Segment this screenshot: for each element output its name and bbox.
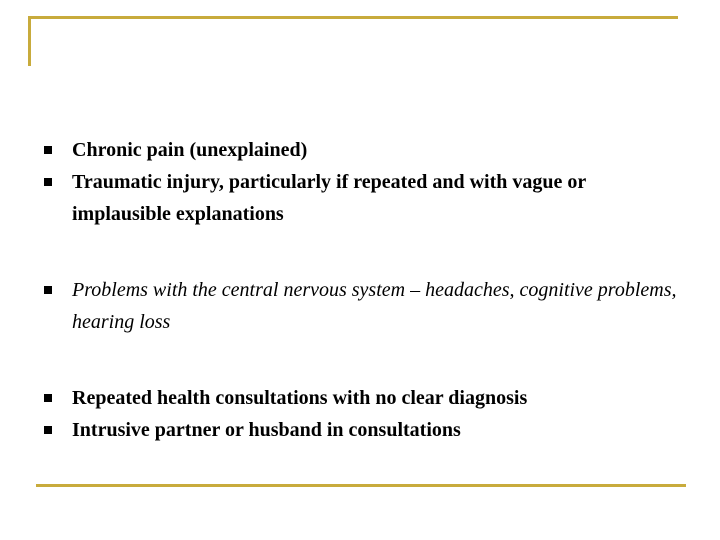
bullet-text: Traumatic injury, particularly if repeated and with vague or implausible explanations — [72, 171, 586, 225]
square-bullet-icon — [44, 394, 52, 402]
bullet-text: Problems with the central nervous system – headaches, cognitive problems, hearing loss — [72, 279, 677, 333]
bullet-item-chronic-pain — [40, 134, 680, 166]
bullet-text: Repeated health consultations with no clear diagnosis — [72, 387, 528, 409]
bullet-item-repeated-consultations — [40, 382, 680, 414]
square-bullet-icon — [44, 426, 52, 434]
top-accent-rule — [28, 16, 678, 19]
left-accent-rule — [28, 16, 31, 66]
bullet-text: Intrusive partner or husband in consultations — [72, 419, 461, 441]
square-bullet-icon — [44, 178, 52, 186]
bullet-item-intrusive-partner — [40, 414, 680, 446]
bullet-item-cns-problems — [40, 274, 680, 338]
bullet-list — [40, 134, 680, 446]
bottom-accent-rule — [36, 484, 686, 487]
bullet-item-traumatic-injury — [40, 166, 680, 230]
square-bullet-icon — [44, 146, 52, 154]
square-bullet-icon — [44, 286, 52, 294]
bullet-text: Chronic pain (unexplained) — [72, 139, 308, 161]
